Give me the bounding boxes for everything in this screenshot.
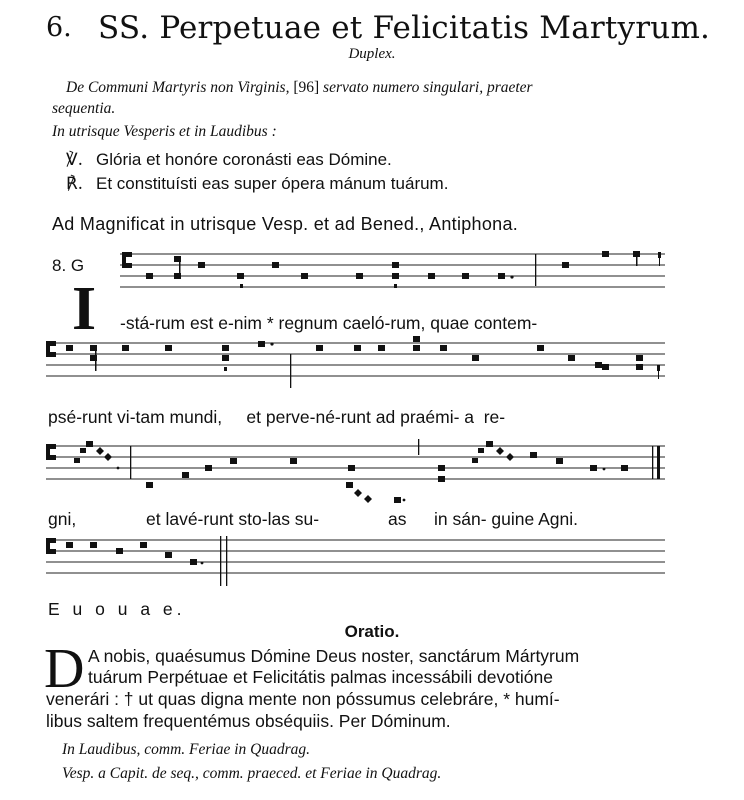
lyrics-line-3d: in sán- guine Agni. — [434, 509, 578, 529]
response-symbol: ℟. — [66, 174, 84, 194]
response — [66, 174, 448, 194]
lyrics-line-3a: gni, — [48, 509, 77, 529]
staff-1 — [0, 246, 744, 306]
rubric-communi-text-b: servato numero singulari, praeter — [319, 79, 533, 96]
oratio-line-4: libus saltem frequentémus obséquiis. Per Dóminum. — [46, 711, 451, 731]
lyrics-line-1: -stá-rum est e-nim * regnum caeló-rum, quae contem- — [120, 313, 538, 333]
rubric-page-ref[interactable]: [96] — [293, 79, 320, 96]
euouae: E u o u a e. — [48, 599, 186, 619]
versicle — [66, 150, 392, 170]
lyrics-line-3b: et lavé-runt sto-las su- — [146, 509, 320, 529]
staff-2 — [0, 335, 744, 395]
staff-2-notes — [46, 336, 660, 388]
oratio-line-1: A nobis, quaésumus Dómine Deus noster, sanctárum Mártyrum — [88, 646, 580, 666]
versicle-text: Glória et honóre coronásti eas Dómine. — [96, 150, 392, 169]
lyrics-line-2: psé-runt vi-tam mundi, et perve-né-runt ad praémi- a re- — [48, 407, 506, 427]
oratio-heading: Oratio. — [344, 622, 400, 641]
staff-3-notes — [46, 439, 660, 503]
staff-4 — [0, 532, 744, 592]
antiphon-mode: 8. G — [52, 256, 85, 275]
oratio-line-2: tuárum Perpétuae et Felicitátis palmas incessábili devotióne — [88, 667, 553, 687]
response-text: Et constituísti eas super ópera mánum tuárum. — [96, 174, 449, 193]
antiphon-heading: Ad Magnificat in utrisque Vesp. et ad Bened., Antiphona. — [52, 214, 519, 234]
feast-title: SS. Perpetuae et Felicitatis Martyrum. — [98, 10, 711, 46]
rubric-vesperae: Vesp. a Capit. de seq., comm. praeced. et Feriae in Quadrag. — [62, 765, 442, 782]
feast-rank: Duplex. — [348, 46, 396, 62]
oratio-line-3: venerári : † ut quas digna mente non póssumus celebráre, * humí- — [46, 689, 560, 709]
rubric-communi-cont: sequentia. — [52, 100, 116, 117]
staff-4-notes — [46, 536, 227, 586]
feast-number: 6. — [46, 12, 72, 43]
versicle-symbol: ℣. — [66, 150, 84, 170]
rubric-vesperis: In utrisque Vesperis et in Laudibus : — [52, 123, 277, 140]
lyrics-line-3c: as — [388, 509, 407, 529]
staff-1-notes — [122, 251, 661, 288]
antiphon-initial: I — [72, 275, 97, 343]
oratio-initial: D — [44, 638, 85, 700]
staff-3 — [0, 438, 744, 508]
rubric-communi — [66, 78, 706, 97]
rubric-communi-text-a: De Communi Martyris non Virginis, — [66, 79, 290, 96]
rubric-laudes: In Laudibus, comm. Feriae in Quadrag. — [62, 741, 310, 758]
